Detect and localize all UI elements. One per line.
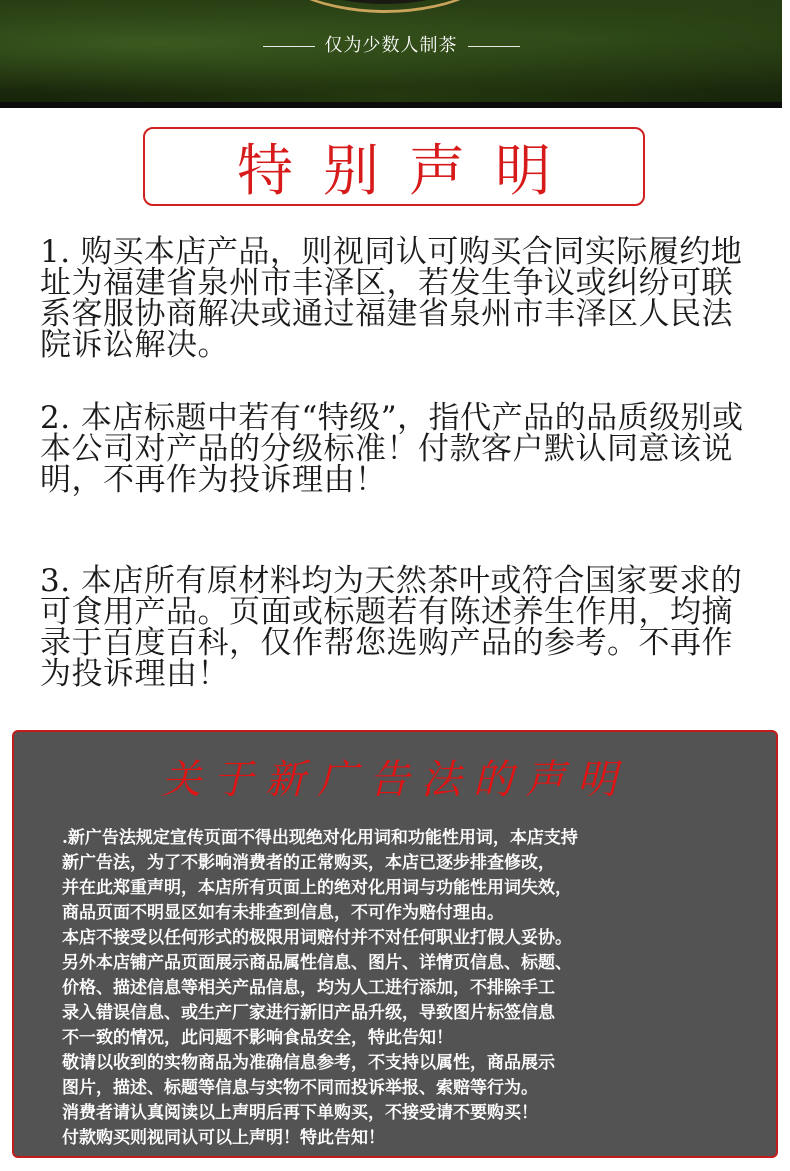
notice-body xyxy=(62,826,752,1151)
notice-line: 敬请以收到的实物商品为准确信息参考，不支持以属性，商品展示 xyxy=(62,1053,555,1073)
clause-1: 1. 购买本店产品，则视同认可购买合同实际履约地址为福建省泉州市丰泽区，若发生争议或纠纷可联系客服协商解决或通过福建省泉州市丰泽区人民法院诉讼解决。 xyxy=(40,234,743,363)
tagline-left-rule xyxy=(263,46,315,47)
notice-title: 关于新广告法的声明 xyxy=(161,757,629,803)
notice-line: 价格、描述信息等相关产品信息，均为人工进行添加，不排除手工 xyxy=(62,978,555,998)
special-statement-title-box xyxy=(143,127,645,206)
tagline-right-rule xyxy=(468,46,520,47)
notice-line: 另外本店铺产品页面展示商品属性信息、图片、详情页信息、标题、 xyxy=(62,953,572,973)
special-statement-title: 特别声明 xyxy=(237,138,581,204)
notice-line: .新广告法规定宣传页面不得出现绝对化用词和功能性用词，本店支持 xyxy=(62,828,578,848)
banner-tagline-row xyxy=(0,31,782,57)
notice-line: 录入错误信息、或生产厂家进行新旧产品升级，导致图片标签信息 xyxy=(62,1003,555,1023)
notice-line: 图片，描述、标题等信息与实物不同而投诉举报、索赔等行为。 xyxy=(62,1078,538,1098)
notice-line: 本店不接受以任何形式的极限用词赔付并不对任何职业打假人妥协。 xyxy=(62,928,572,948)
advertising-law-notice xyxy=(12,730,778,1158)
logo-arc-inner xyxy=(262,0,508,4)
notice-line: 消费者请认真阅读以上声明后再下单购买，不接受请不要购买！ xyxy=(62,1103,538,1123)
notice-line: 付款购买则视同认可以上声明！特此告知！ xyxy=(62,1128,385,1148)
notice-line: 并在此郑重声明，本店所有页面上的绝对化用词与功能性用词失效， xyxy=(62,878,572,898)
banner-tagline: 仅为少数人制茶 xyxy=(324,35,458,56)
notice-line: 新广告法，为了不影响消费者的正常购买，本店已逐步排查修改， xyxy=(62,853,555,873)
clause-2: 2. 本店标题中若有“特级”，指代产品的品质级别或本公司对产品的分级标准！付款客户默认同意该说明，不再作为投诉理由！ xyxy=(40,400,744,498)
notice-line: 商品页面不明显区如有未排查到信息，不可作为赔付理由。 xyxy=(62,903,504,923)
banner-bottom-bar xyxy=(0,102,782,108)
notice-line: 不一致的情况，此问题不影响食品安全，特此告知！ xyxy=(62,1028,453,1048)
tea-field-banner xyxy=(0,0,782,108)
clause-3: 3. 本店所有原材料均为天然茶叶或符合国家要求的可食用产品。页面或标题若有陈述养生作用，均摘录于百度百科，仅作帮您选购产品的参考。不再作为投诉理由！ xyxy=(40,563,743,692)
